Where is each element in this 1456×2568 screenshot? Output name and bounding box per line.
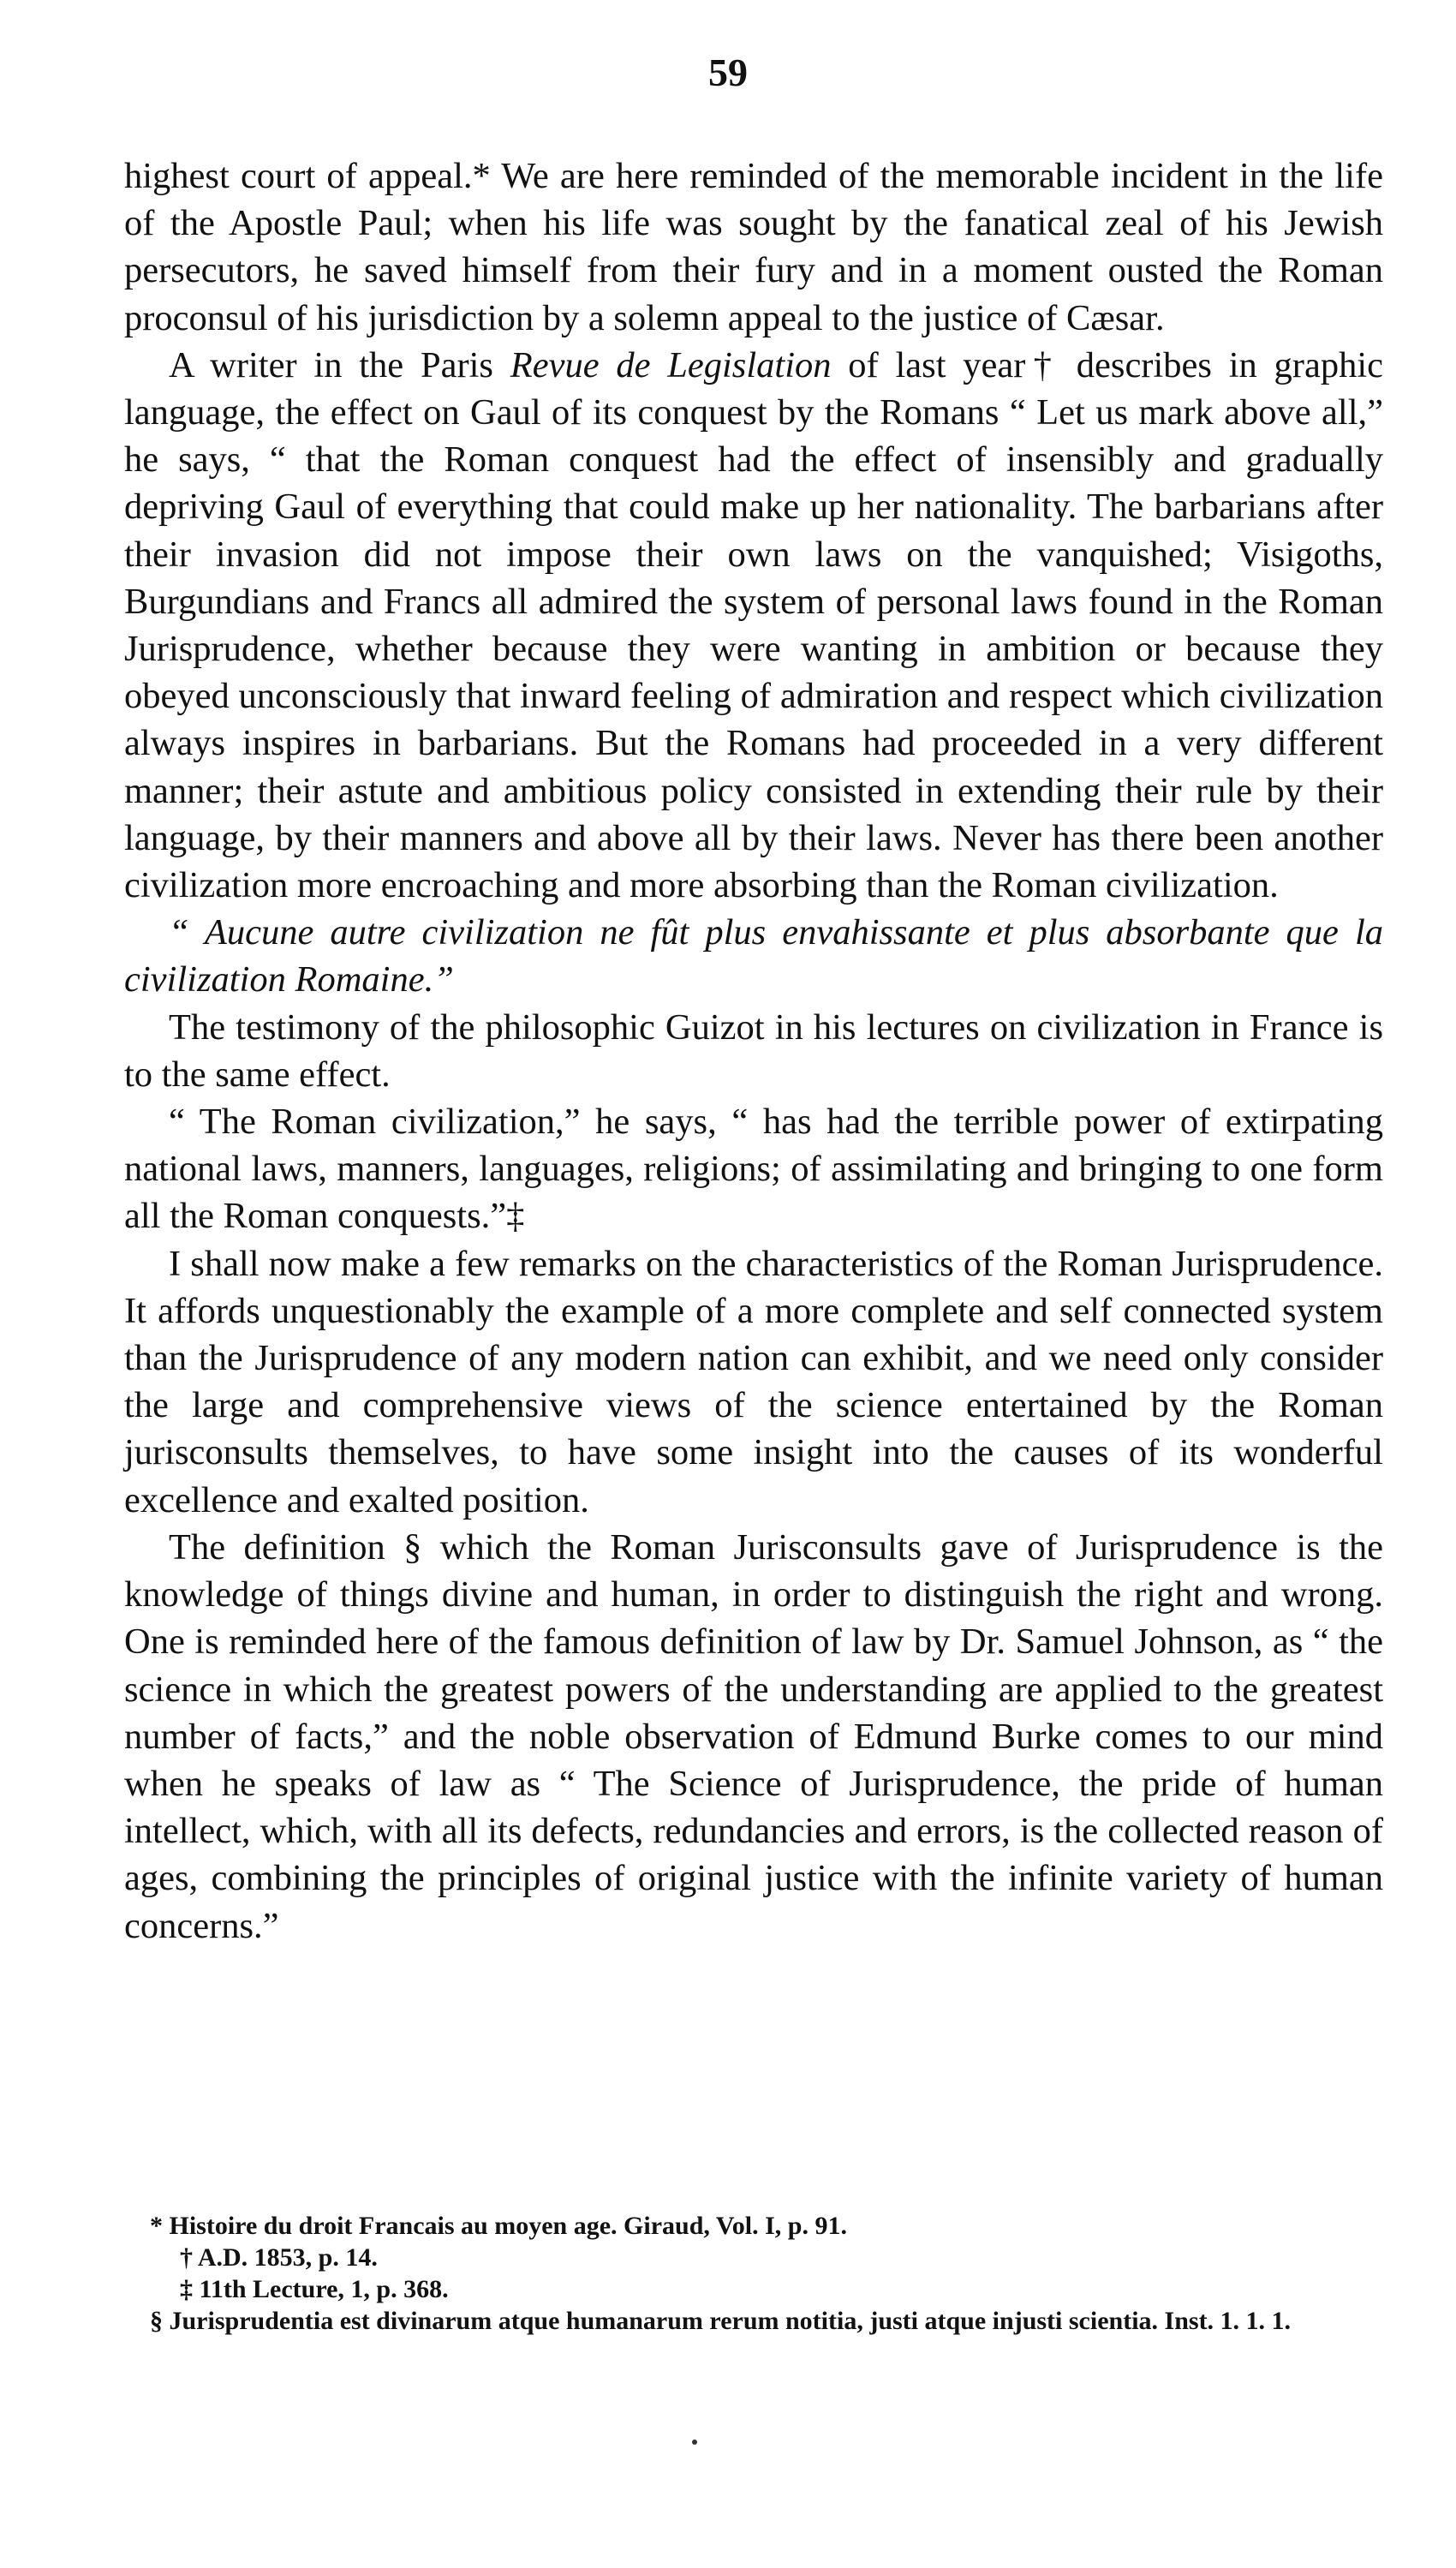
ink-speck <box>692 2440 697 2445</box>
paragraph-paris-writer <box>124 342 1383 909</box>
body-text <box>124 152 1383 1950</box>
journal-title: Revue de Legislation <box>510 344 832 385</box>
paragraph-definition: The definition § which the Roman Jurisconsults gave of Jurisprudence is the knowledge of things divine and human, in order to distinguish the right and wrong. One is reminded here of the famous definition of law by Dr. Samuel Johnson, as “ the science in which the greatest powers of the understanding are applied to the greatest number of facts,” and the noble observation of Edmund Burke comes to our mind when he speaks of law as “ The Science of Jurisprudence, the pride of human intellect, which, with all its defects, redundancies and errors, is the collected reason of ages, combining the principles of original justice with the infinite variety of human concerns.” <box>124 1526 1383 1946</box>
footnote-4: § Jurisprudentia est divinarum atque humanarum rerum notitia, justi atque injusti scientia. Inst. 1. 1. 1. <box>150 2307 1292 2335</box>
footnotes <box>128 2210 1379 2337</box>
page-number: 59 <box>708 51 748 94</box>
french-quotation: “ Aucune autre civilization ne fût plus envahissante et plus absorbante que la civilization Romaine.” <box>124 912 1383 1000</box>
paragraph-guizot-intro: The testimony of the philosophic Guizot in his lectures on civilization in France is to the same effect. <box>124 1006 1383 1095</box>
paragraph-paris-writer-lead: A writer in the Paris <box>169 344 510 385</box>
footnote-1: * Histoire du droit Francais au moyen age. Giraud, Vol. I, p. 91. <box>150 2212 847 2240</box>
paragraph-paris-writer-body: of last year† describes in graphic language, the effect on Gaul of its conquest by the Romans “ Let us mark above all,” he says, “ that the Roman conquest had the effect of insensibly and gradually depriving Gaul of everything that could make up her nationality. The barbarians after their invasion did not impose their own laws on the vanquished; Visigoths, Burgundians and Francs all admired the system of personal laws found in the Roman Jurisprudence, whether because they were wanting in ambition or because they obeyed unconsciously that inward feeling of admiration and respect which civilization always inspires in barbarians. But the Romans had proceeded in a very different manner; their astute and ambitious policy consisted in extending their rule by their language, by their manners and above all by their laws. Never has there been another civilization more encroaching and more absorbing than the Roman civilization. <box>124 344 1383 906</box>
footnote-3: ‡ 11th Lecture, 1, p. 368. <box>180 2275 449 2303</box>
paragraph-guizot-quote: “ The Roman civilization,” he says, “ has had the terrible power of extirpating national laws, manners, languages, religions; of assimilating and bringing to one form all the Roman conquests.”‡ <box>124 1102 1383 1237</box>
footnote-2: † A.D. 1853, p. 14. <box>180 2243 378 2272</box>
paragraph-characteristics: I shall now make a few remarks on the characteristics of the Roman Jurisprudence. It affords unquestionably the example of a more complete and self connected system than the Jurisprudence of any modern nation can exhibit, and we need only consider the large and comprehensive views of the science entertained by the Roman jurisconsults themselves, to have some insight into the causes of its wonderful excellence and exalted position. <box>124 1243 1383 1520</box>
paragraph-appeal: highest court of appeal.* We are here reminded of the memorable incident in the life of the Apostle Paul; when his life was sought by the fanatical zeal of his Jewish persecutors, he saved himself from their fury and in a moment ousted the Roman proconsul of his jurisdiction by a solemn appeal to the justice of Cæsar. <box>124 156 1383 338</box>
